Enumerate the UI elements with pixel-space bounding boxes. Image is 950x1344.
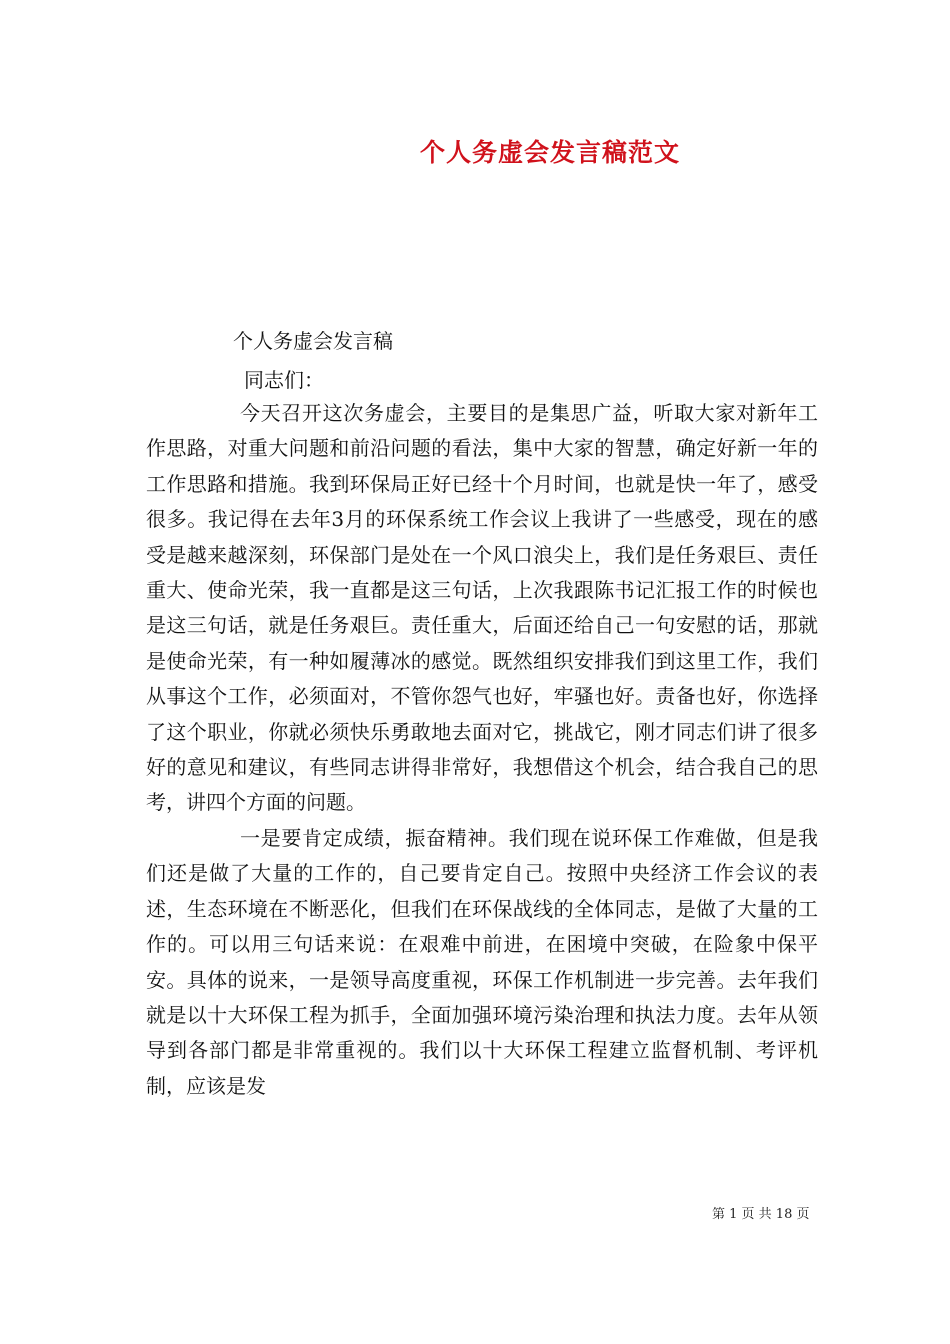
page-number: 第 1 页 共 18 页 (712, 1207, 810, 1222)
body-paragraph: 一是要肯定成绩，振奋精神。我们现在说环保工作难做，但是我们还是做了大量的工作的，自己要肯定自己。按照中央经济工作会议的表述，生态环境在不断恶化，但我们在环保战线的全体同志，是做了大量的工作的。可以用三句话来说：在艰难中前进，在困境中突破，在险象中保平安。具体的说来，一是领导高度重视，环保工作机制进一步完善。去年我们就是以十大环保工程为抓手，全面加强环境污染治理和执法力度。去年从领导到各部门都是非常重视的。我们以十大环保工程建立监督机制、考评机制，应该是发 (146, 825, 818, 1098)
document-subtitle: 个人务虚会发言稿 (233, 329, 393, 353)
body-paragraph: 今天召开这次务虚会，主要目的是集思广益，听取大家对新年工作思路，对重大问题和前沿问题的看法，集中大家的智慧，确定好新一年的工作思路和措施。我到环保局正好已经十个月时间，也就是快一年了，感受很多。我记得在去年3月的环保系统工作会议上我讲了一些感受，现在的感受是越来越深刻，环保部门是处在一个风口浪尖上，我们是任务艰巨、责任重大、使命光荣，我一直都是这三句话，上次我跟陈书记汇报工作的时候也是这三句话，就是任务艰巨。责任重大，后面还给自己一句安慰的话，那就是使命光荣，有一种如履薄冰的感觉。既然组织安排我们到这里工作，我们从事这个工作，必须面对，不管你怨气也好，牢骚也好。责备也好，你选择了这个职业，你就必须快乐勇敢地去面对它，挑战它，刚才同志们讲了很多好的意见和建议，有些同志讲得非常好，我想借这个机会，结合我自己的思考，讲四个方面的问题。 (146, 401, 818, 815)
document-body (146, 396, 818, 1104)
document-title: 个人务虚会发言稿范文 (419, 138, 680, 167)
salutation: 同志们： (244, 368, 324, 392)
